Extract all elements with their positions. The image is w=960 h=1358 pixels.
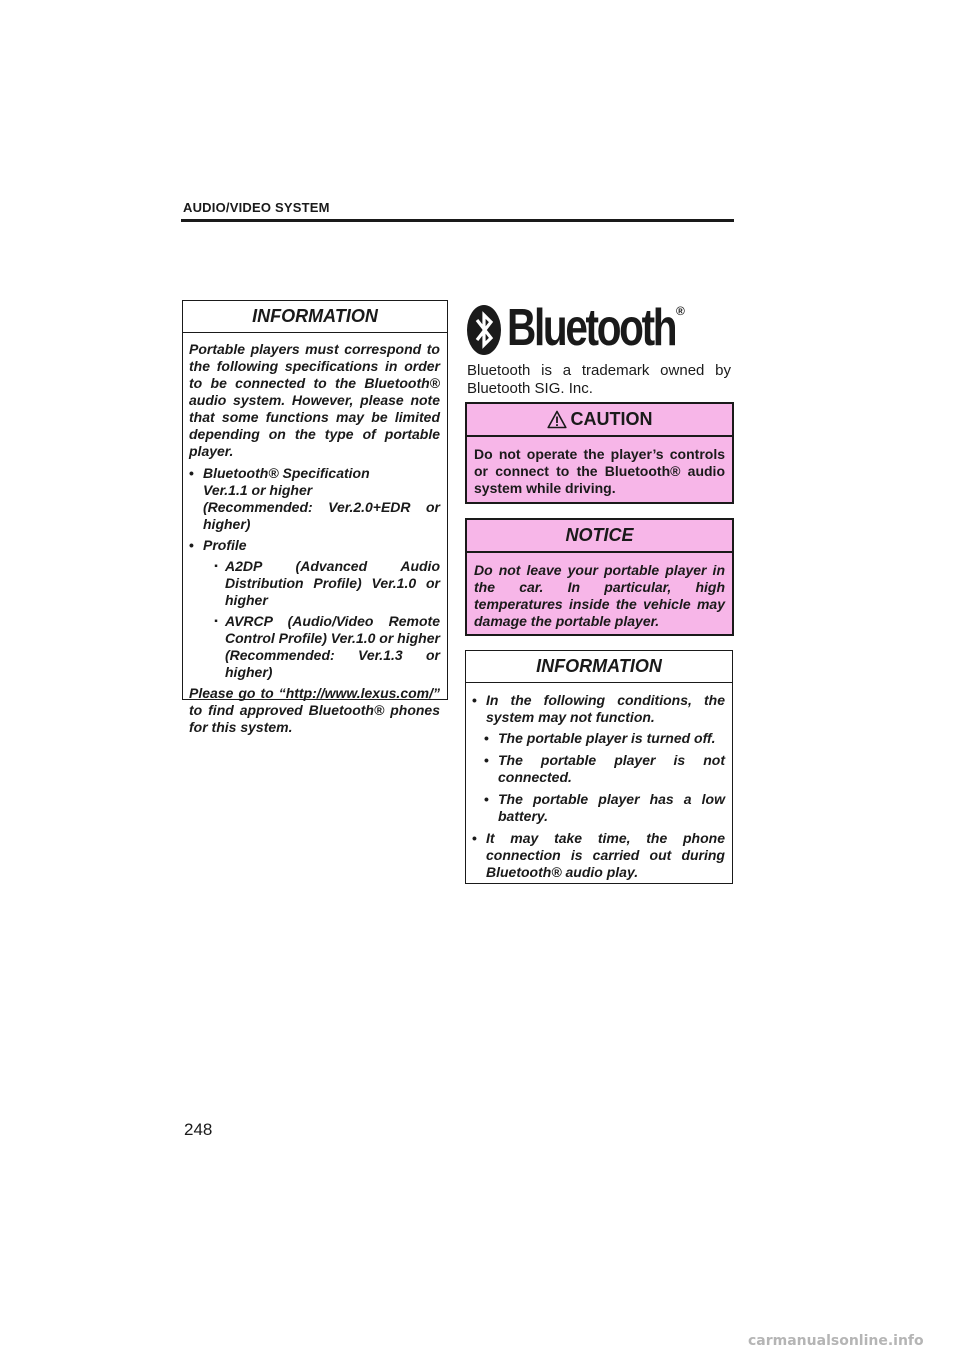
warning-triangle-icon	[547, 410, 567, 429]
connection-time-bullet	[472, 830, 725, 881]
spec-bullet	[189, 465, 440, 533]
caution-header	[467, 404, 732, 437]
avrcp-text: AVRCP (Audio/Video Remote Control Profile) Ver.1.0 or higher	[225, 613, 440, 646]
avrcp-recommended: (Recommended: Ver.1.3 or higher)	[225, 647, 440, 680]
condition-item	[484, 791, 725, 825]
bullet-marker: •	[484, 752, 489, 768]
condition-intro-bullet	[472, 692, 725, 726]
trademark-notice: Bluetooth is a trademark owned by Bluetooth SIG. Inc.	[467, 362, 731, 397]
section-title: AUDIO/VIDEO SYSTEM	[183, 200, 330, 215]
information-intro: Portable players must correspond to the following specifications in order to be connected to the Bluetooth® audio system. However, please note that some functions may be limited depending on the type of portable player.	[189, 341, 440, 459]
profile-sub-avrcp	[207, 613, 440, 681]
square-bullet-icon: ▪	[214, 561, 218, 572]
spec-line-3: (Recommended: Ver.2.0+EDR or higher)	[203, 499, 440, 532]
information-body-right	[466, 683, 732, 893]
condition-item	[484, 730, 725, 747]
profile-bullet	[189, 537, 440, 554]
bluetooth-logo	[467, 299, 692, 358]
registered-mark: ®	[676, 304, 685, 318]
spec-line-2: Ver.1.1 or higher	[203, 482, 313, 498]
information-box-right	[465, 650, 733, 884]
condition-text: The portable player has a low battery.	[498, 791, 725, 824]
profile-label: Profile	[203, 537, 247, 553]
information-closing: Please go to “http://www.lexus.com/” to find approved Bluetooth® phones for this system.	[189, 685, 440, 735]
condition-text: The portable player is turned off.	[498, 730, 716, 746]
bullet-marker: •	[484, 730, 489, 746]
watermark: carmanualsonline.info	[748, 1333, 924, 1349]
condition-intro: In the following conditions, the system may not function.	[486, 692, 725, 725]
page-number: 248	[184, 1120, 213, 1139]
bullet-marker: •	[484, 791, 489, 807]
square-bullet-icon: ▪	[214, 616, 218, 627]
notice-heading: NOTICE	[467, 520, 732, 553]
bullet-marker: •	[472, 830, 477, 846]
notice-box	[465, 518, 734, 636]
information-heading-right: INFORMATION	[466, 651, 732, 683]
bullet-marker: •	[189, 537, 194, 553]
caution-heading: CAUTION	[570, 409, 653, 429]
notice-text: Do not leave your portable player in the car. In particular, high temperatures inside the vehicle may damage the portable player.	[474, 562, 725, 629]
spec-line-1: Bluetooth® Specification	[203, 465, 370, 481]
caution-text: Do not operate the player’s controls or connect to the Bluetooth® audio system while driving.	[474, 446, 725, 496]
bullet-marker: •	[472, 692, 477, 708]
header-rule	[181, 219, 734, 222]
information-body	[183, 333, 447, 749]
profile-sub-a2dp	[207, 558, 440, 609]
bluetooth-wordmark: Bluetooth	[507, 299, 676, 357]
bullet-marker: •	[189, 465, 194, 481]
bluetooth-rune-icon	[467, 305, 501, 355]
caution-box	[465, 402, 734, 504]
a2dp-text: A2DP (Advanced Audio Distribution Profile) Ver.1.0 or higher	[225, 558, 440, 608]
connection-time-text: It may take time, the phone connection is carried out during Bluetooth® audio play.	[486, 830, 725, 880]
condition-item	[484, 752, 725, 786]
information-box-left	[182, 300, 448, 735]
condition-text: The portable player is not connected.	[498, 752, 725, 785]
information-heading: INFORMATION	[183, 301, 447, 333]
